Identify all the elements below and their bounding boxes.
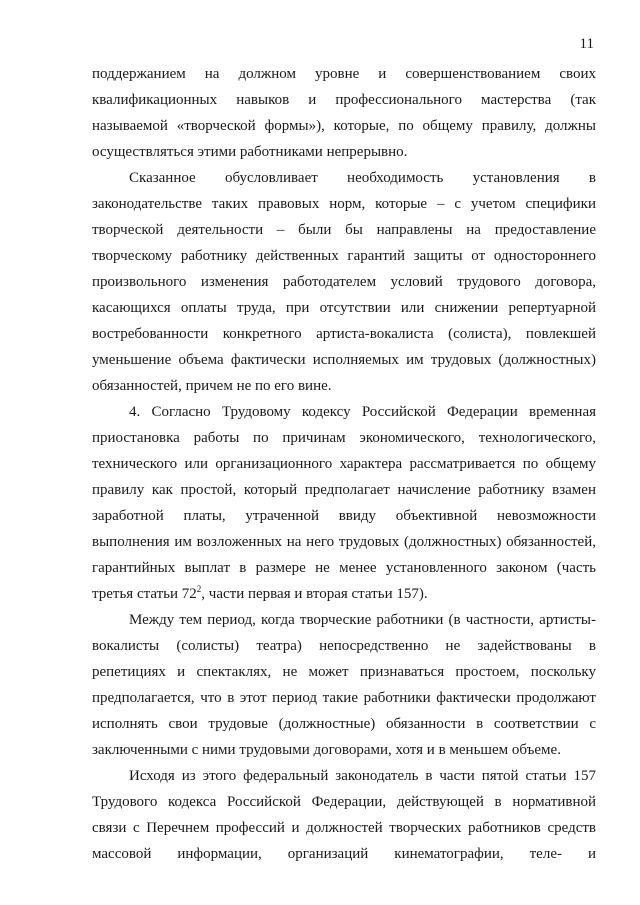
text-line: Между тем период, когда творческие работники (в частности, артисты-	[129, 612, 596, 628]
text-line: Сказанное обусловливает необходимость установления в	[129, 170, 596, 186]
text-line: уменьшение объема фактически исполняемых им трудовых (должностных)	[92, 352, 596, 368]
page-number: 11	[579, 36, 594, 52]
text-line: заработной платы, утраченной ввиду объективной невозможности	[92, 508, 596, 524]
text-line: творческой деятельности – были бы направлены на предоставление	[92, 222, 596, 238]
text-fragment: , части первая и вторая статьи 157).	[201, 586, 428, 602]
text-line: технического или организационного характера рассматривается по общему	[92, 456, 596, 472]
text-line: обязанностей, причем не по его вине.	[92, 378, 332, 394]
text-line: Исходя из этого федеральный законодатель в части пятой статьи 157	[129, 768, 596, 784]
text-line: связи с Перечнем профессий и должностей творческих работников средств	[92, 820, 596, 836]
text-line: массовой информации, организаций кинематографии, теле- и	[92, 846, 596, 862]
paragraph	[92, 165, 596, 399]
text-line: предполагается, что в этот период такие работники фактически продолжают	[92, 690, 596, 706]
text-line: квалификационных навыков и профессионального мастерства (так	[92, 92, 596, 108]
text-fragment: третья статьи 72	[92, 586, 197, 602]
text-line: гарантийных выплат в размере не менее установленного законом (часть	[92, 560, 596, 576]
body-text	[92, 61, 596, 867]
text-line: законодательстве таких правовых норм, которые – с учетом специфики	[92, 196, 596, 212]
paragraph	[92, 763, 596, 867]
text-line: поддержанием на должном уровне и совершенствованием своих	[92, 66, 596, 82]
text-line: 4. Согласно Трудовому кодексу Российской Федерации временная	[129, 404, 596, 420]
paragraph	[92, 607, 596, 763]
text-line: заключенными с ними трудовыми договорами, хотя и в меньшем объеме.	[92, 742, 561, 758]
superscript: 2	[196, 584, 202, 594]
paragraph	[92, 61, 596, 165]
text-line: приостановка работы по причинам экономического, технологического,	[92, 430, 596, 446]
text-line: правилу как простой, который предполагает начисление работнику взамен	[92, 482, 596, 498]
text-line: исполнять свои трудовые (должностные) обязанности в соответствии с	[92, 716, 596, 732]
text-line: репетициях и спектаклях, не может признаваться простоем, поскольку	[92, 664, 596, 680]
text-line: касающихся оплаты труда, при отсутствии или снижении репертуарной	[92, 300, 596, 316]
text-line: вокалисты (солисты) театра) непосредственно не задействованы в	[92, 638, 596, 654]
text-line	[92, 581, 596, 607]
text-line: выполнения им возложенных на него трудовых (должностных) обязанностей,	[92, 534, 596, 550]
text-line: Трудового кодекса Российской Федерации, действующей в нормативной	[92, 794, 596, 810]
text-line: осуществляться этими работниками непрерывно.	[92, 144, 408, 160]
text-line: творческому работнику действенных гарантий защиты от одностороннего	[92, 248, 596, 264]
text-line: произвольного изменения работодателем условий трудового договора,	[92, 274, 596, 290]
text-line: называемой «творческой формы»), которые, по общему правилу, должны	[92, 118, 596, 134]
paragraph	[92, 399, 596, 607]
text-line: востребованности конкретного артиста-вокалиста (солиста), повлекшей	[92, 326, 596, 342]
